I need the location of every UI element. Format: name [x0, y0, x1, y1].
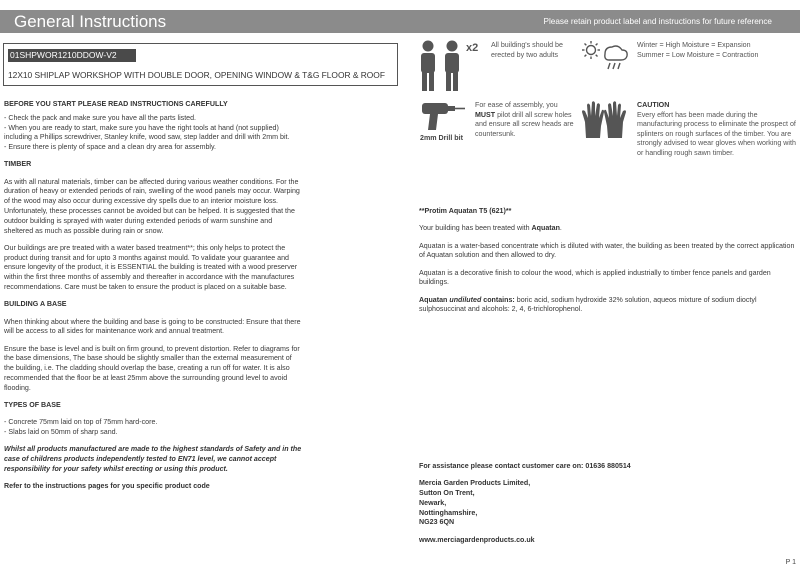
- winter-note: Winter = High Moisture = Expansion: [637, 41, 751, 49]
- drill-label: 2mm Drill bit: [420, 134, 463, 142]
- refer-note: Refer to the instructions pages for you specific product code: [4, 482, 210, 491]
- product-code-box: [3, 43, 398, 86]
- aquatan-para-3: Aquatan is a decorative finish to colour the wood, which is applied industrially to timber fence panels and garden buildings.: [419, 268, 771, 287]
- people-note: All building's should be erected by two adults: [491, 41, 563, 59]
- timber-para: As with all natural materials, timber can be affected during various weather conditions. For the duration of heavy or extended periods of rain, swelling of the wood panels may occur. Warping of the wood may also occur during excessive dry spells due to an interior moisture loss. Unfortunately, these processes cannot be avoided but can be helped. It is suggested that the outdoor building is sprayed with water during extended periods of warm sunshine and sheltered as much as possible during rain or snow.: [4, 177, 300, 235]
- summer-note: Summer = Low Moisture = Contraction: [637, 50, 759, 59]
- people-count: x2: [466, 42, 479, 54]
- address-line: Newark,: [419, 498, 447, 507]
- building-base-heading: BUILDING A BASE: [4, 300, 67, 309]
- aquatan-p4-italic: undiluted: [449, 295, 482, 304]
- weather-icon: [581, 40, 629, 72]
- address-line: Mercia Garden Products Limited,: [419, 479, 531, 488]
- page-number: P 1: [785, 559, 796, 566]
- page-title: General Instructions: [14, 12, 167, 31]
- aquatan-heading: **Protim Aquatan T5 (621)**: [419, 207, 512, 215]
- caution-heading: CAUTION: [637, 101, 670, 109]
- types-of-base-line: - Concrete 75mm laid on top of 75mm hard-core.: [4, 418, 158, 427]
- aquatan-p1-bold: Aquatan: [531, 224, 560, 233]
- drill-note-start: For ease of assembly, you: [475, 101, 558, 109]
- left-column: [4, 100, 302, 492]
- aquatan-p1-text: Your building has been treated with: [419, 224, 530, 233]
- before-start-line: - Check the pack and make sure you have all the parts listed.: [4, 113, 197, 122]
- timber-para: Our buildings are pre treated with a water based treatment**; this only helps to protect the product during transit and for upto 3 months against mould. To validate your guarantee and ensure longevity of the product, it is ESSENTIAL the building is treated with a wood preserver within the first three months of assembly and thereafter in accordance with the manufactures recommendations. Care must be taken to ensure the product is placed on a suitable base.: [4, 243, 298, 291]
- aquatan-p4-contains: contains:: [483, 295, 515, 304]
- aquatan-para-2: Aquatan is a water-based concentrate which is diluted with water, the building as been treated by the correct application of Aquatan solution and then allowed to dry.: [419, 241, 795, 260]
- drill-note: [475, 101, 575, 139]
- before-start-heading: BEFORE YOU START PLEASE READ INSTRUCTIONS CAREFULLY: [4, 100, 228, 108]
- drill-note-must: MUST: [475, 110, 496, 119]
- aquatan-p4-rest: boric acid, sodium hydroxide 32% solution, aqueos mixture of sodium dioctyl sulphosuccinat and alcohols: 2, 4, 6-trichlorophenol.: [419, 295, 757, 314]
- product-name: 12X10 SHIPLAP WORKSHOP WITH DOUBLE DOOR, OPENING WINDOW & T&G FLOOR & ROOF: [8, 70, 385, 80]
- product-code: 01SHPWOR1210DDOW-V2: [8, 49, 136, 62]
- gloves-icon: [581, 100, 627, 140]
- website-link[interactable]: www.merciagardenproducts.co.uk: [419, 535, 535, 544]
- building-base-para: Ensure the base is level and is built on firm ground, to prevent distortion. Refer to diagrams for the base dimensions, The base should be slightly smaller than the external measurement of the building, i.e. The cladding should overlap the base, creating a run off for water. It is also recommended that the floor be at least 25mm above the surrounding ground level to avoid flooding.: [4, 344, 300, 392]
- aquatan-para-1: [419, 224, 801, 234]
- customer-care-line: For assistance please contact customer care on: 01636 880514: [419, 462, 631, 470]
- header-bar: [0, 10, 800, 33]
- address-line: Nottinghamshire,: [419, 508, 478, 517]
- aquatan-para-4: [419, 296, 801, 316]
- weather-note: [637, 41, 807, 60]
- before-start-line: - When you are ready to start, make sure you have the right tools at hand (not supplied) including a Phillips screwdriver, Stanley knife, wood saw, step ladder and drill with 2mm bit.: [4, 123, 290, 142]
- timber-heading: TIMBER: [4, 160, 32, 169]
- caution-note: [637, 101, 803, 158]
- address-line: Sutton On Trent,: [419, 489, 475, 498]
- building-base-para: When thinking about where the building and base is going to be constructed: Ensure that there will be access to all sides for maintenance work and annual treatment.: [4, 317, 301, 336]
- types-of-base-heading: TYPES OF BASE: [4, 401, 61, 410]
- address-line: NG23 6QN: [419, 518, 455, 527]
- drill-icon: [420, 100, 466, 132]
- aquatan-p4-bold: Aquatan: [419, 295, 448, 304]
- aquatan-p1-end: .: [559, 224, 562, 233]
- header-subtitle: Please retain product label and instructions for future reference: [543, 17, 772, 26]
- before-start-line: - Ensure there is plenty of space and a clean dry area for assembly.: [4, 143, 217, 152]
- types-of-base-line: - Slabs laid on 50mm of sharp sand.: [4, 428, 118, 437]
- drill-note-end: pilot drill all screw holes and ensure all screw heads are countersunk.: [475, 110, 574, 138]
- caution-text: Every effort has been made during the manufacturing process to eliminate the prospect of splinters on rough surfaces of the timber. You are strongly advised to wear gloves when working with or handling rough sawn timber.: [637, 110, 796, 157]
- aquatan-section: [419, 207, 801, 315]
- contact-section: [419, 462, 801, 545]
- safety-note: Whilst all products manufactured are made to the highest standards of Safety and in the case of childrens products independently tested to EN71 level, we cannot accept responsibility for your safety whilst erecting or using this product.: [4, 445, 302, 473]
- two-people-icon: [418, 40, 468, 92]
